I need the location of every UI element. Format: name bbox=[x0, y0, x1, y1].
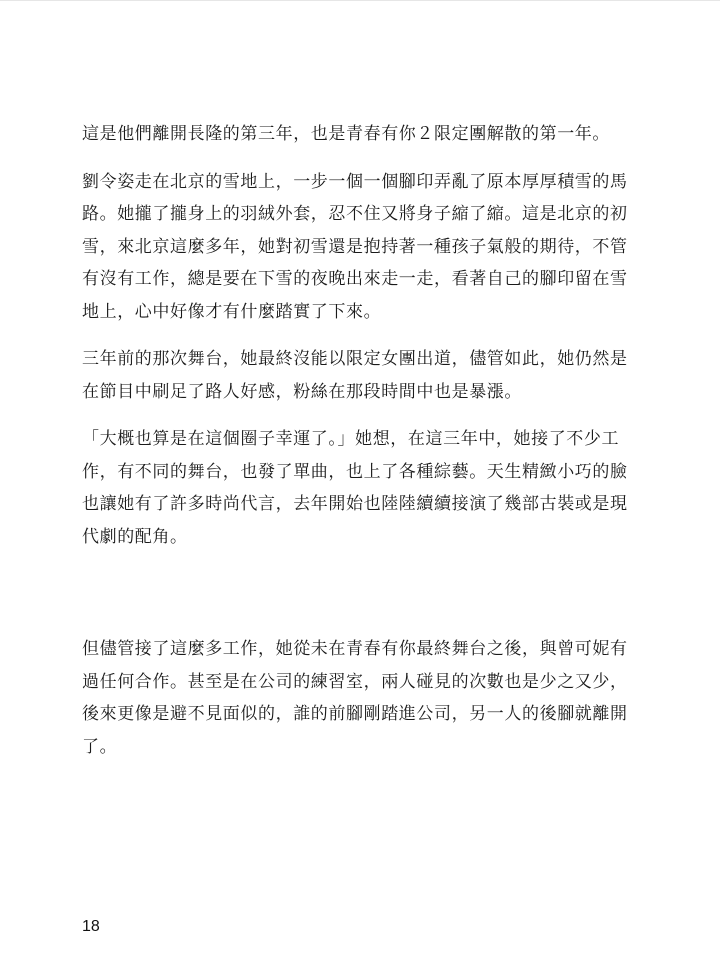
paragraph-3: 三年前的那次舞台，她最終沒能以限定女團出道，儘管如此，她仍然是 在節目中刷足了路人好感，粉絲在那段時間中也是暴漲。 bbox=[82, 349, 628, 402]
paragraph-5: 但儘管接了這麼多工作，她從未在青春有你最終舞台之後，與曾可妮有 過任何合作。甚至是在公司的練習室，兩人碰見的次數也是少之又少， 後來更像是避不見面似的，誰的前腳剛踏進公司，另一人的後腳就離開 了。 bbox=[82, 639, 628, 757]
section-gap bbox=[82, 568, 642, 633]
body-text bbox=[82, 118, 642, 778]
paragraph-1: 這是他們離開長隆的第三年，也是青春有你２限定團解散的第一年。 bbox=[82, 124, 610, 144]
paragraph-2: 劉令姿走在北京的雪地上，一步一個一個腳印弄亂了原本厚厚積雪的馬 路。她攏了攏身上的羽絨外套，忍不住又將身子縮了縮。這是北京的初 雪，來北京這麼多年，她對初雪還是抱持著一種孩子氣般的期待，不管 有沒有工作，總是要在下雪的夜晚出來走一走，看著自己的腳印留在雪 地上，心中好像才有什麼踏實了下來。 bbox=[82, 171, 628, 322]
page-number: 18 bbox=[82, 918, 100, 935]
paragraph-4: 「大概也算是在這個圈子幸運了。」她想，在這三年中，她接了不少工 作，有不同的舞台，也發了單曲，也上了各種綜藝。天生精緻小巧的臉 也讓她有了許多時尚代言，去年開始也陸陸續續接演了幾部古裝或是現 代劇的配角。 bbox=[82, 429, 628, 547]
